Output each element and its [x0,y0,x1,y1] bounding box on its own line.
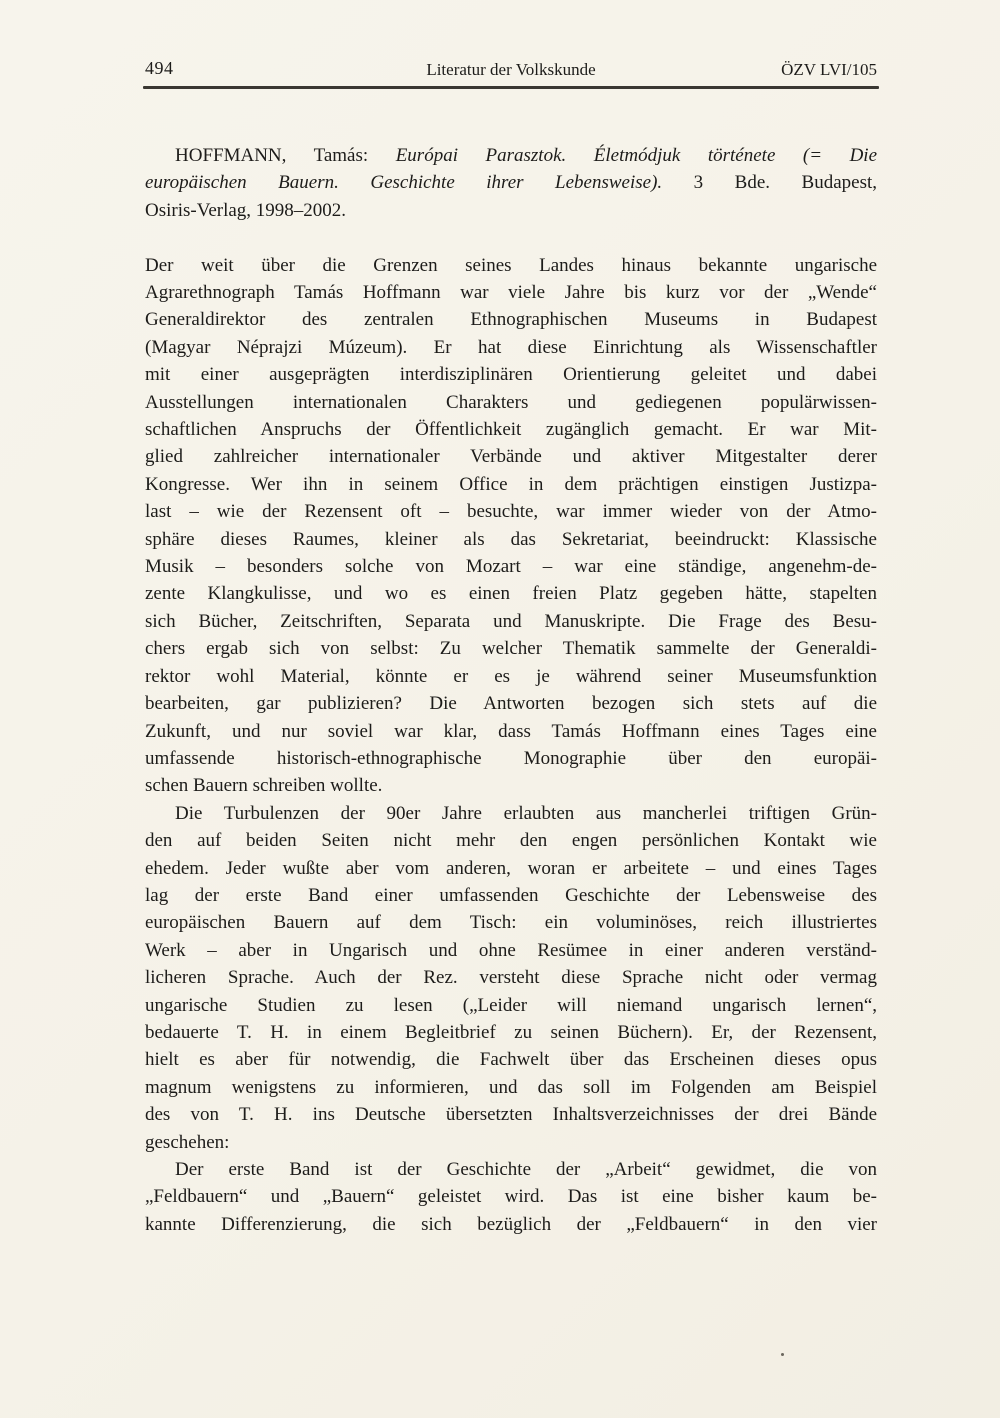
text-segment: (Magyar Néprajzi Múzeum). Er hat diese Einrichtung als Wissenschaftler [145,336,877,358]
text-segment: hielt es aber für notwendig, die Fachwelt über das Erscheinen dieses opus [145,1049,877,1071]
text-line [145,1156,877,1183]
text-segment: bearbeiten, gar publizieren? Die Antworten bezogen sich stets auf die [145,693,877,715]
text-line [145,553,877,580]
text-line [145,416,877,443]
text-segment: ungarische Studien zu lesen („Leider will niemand ungarisch lernen“, [145,994,877,1016]
text-line [145,252,877,279]
paragraph-body-2 [145,800,877,1156]
text-line [145,1129,877,1156]
text-line [145,608,877,635]
paragraph-body-3 [145,1156,877,1238]
text-line [145,389,877,416]
page-number: 494 [145,58,174,78]
text-segment: des von T. H. ins Deutsche übersetzten Inhaltsverzeichnisses der drei Bände [145,1104,877,1126]
text-line [145,526,877,553]
text-segment: Musik – besonders solche von Mozart – war eine ständige, angenehm-de- [145,556,877,578]
header-rule [143,86,879,89]
text-segment: Zukunft, und nur soviel war klar, dass Tamás Hoffmann eines Tages eine [145,720,877,742]
text-line [145,279,877,306]
text-line [145,1183,877,1210]
text-line [145,745,877,772]
text-line [145,772,877,799]
text-line [145,142,877,169]
paragraph-citation [145,142,877,224]
text-segment: schen Bauern schreiben wollte. [145,775,383,797]
text-line [145,1074,877,1101]
text-segment: zente Klangkulisse, und wo es einen freien Platz gegeben hätte, stapelten [145,583,877,605]
text-segment: 3 Bde. Budapest, [662,172,877,194]
text-segment: Osiris-Verlag, 1998–2002. [145,199,347,221]
scan-artifact-dot [781,1353,784,1356]
text-segment: Der weit über die Grenzen seines Landes hinaus bekannte ungarische [145,254,877,276]
text-segment: ehedem. Jeder wußte aber vom anderen, woran er arbeitete – und eines Tages [145,857,877,879]
citation-title-italic: europäischen Bauern. Geschichte ihrer Lebensweise). [145,172,663,194]
page-header [145,58,877,84]
text-segment: bedauerte T. H. in einem Begleitbrief zu seinen Büchern). Er, der Rezensent, [145,1021,877,1043]
text-line [145,690,877,717]
text-segment: geschehen: [145,1131,230,1153]
text-segment: mit einer ausgeprägten interdisziplinären Orientierung geleitet und dabei [145,364,877,386]
text-line [145,169,877,196]
text-line [145,992,877,1019]
text-segment: Werk – aber in Ungarisch und ohne Resümee in einer anderen verständ- [145,939,877,961]
text-segment: Ausstellungen internationalen Charakters und gediegenen populärwissen- [145,391,877,413]
text-line [145,361,877,388]
text-segment: Die Turbulenzen der 90er Jahre erlaubten aus mancherlei triftigen Grün- [175,802,877,824]
text-block [145,142,877,1238]
text-line [145,1101,877,1128]
text-segment: rektor wohl Material, könnte er es je während seiner Museumsfunktion [145,665,877,687]
text-segment: Agrarethnograph Tamás Hoffmann war viele Jahre bis kurz vor der „Wende“ [145,282,877,304]
text-segment: magnum wenigstens zu informieren, und das soll im Folgenden am Beispiel [145,1076,877,1098]
text-line [145,197,877,224]
text-line [145,498,877,525]
text-segment: lag der erste Band einer umfassenden Geschichte der Lebensweise des [145,884,877,906]
text-segment: Kongresse. Wer ihn in seinem Office in dem prächtigen einstigen Justizpa- [145,473,877,495]
text-line [145,800,877,827]
text-line [145,471,877,498]
text-segment: Generaldirektor des zentralen Ethnographischen Museums in Budapest [145,309,877,331]
text-line [145,882,877,909]
running-title: Literatur der Volkskunde [426,60,596,79]
text-segment: licheren Sprache. Auch der Rez. versteht diese Sprache nicht oder vermag [145,967,877,989]
text-line [145,306,877,333]
text-line [145,718,877,745]
text-line [145,964,877,991]
text-line [145,443,877,470]
text-segment: sich Bücher, Zeitschriften, Separata und Manuskripte. Die Frage des Besu- [145,610,877,632]
text-line [145,909,877,936]
text-line [145,827,877,854]
text-line [145,855,877,882]
text-line [145,635,877,662]
text-segment: HOFFMANN, Tamás: [175,145,396,166]
text-line [145,1211,877,1238]
text-line [145,937,877,964]
text-line [145,580,877,607]
text-segment: „Feldbauern“ und „Bauern“ geleistet wird. Das ist eine bisher kaum be- [145,1186,877,1208]
citation-title-italic: Európai Parasztok. Életmódjuk története (= Die [395,145,878,166]
text-segment: den auf beiden Seiten nicht mehr den engen persönlichen Kontakt wie [145,830,877,852]
text-segment: sphäre dieses Raumes, kleiner als das Sekretariat, beeindruckt: Klassische [145,528,877,550]
text-line [145,1046,877,1073]
text-segment: glied zahlreicher internationaler Verbände und aktiver Mitgestalter derer [145,446,877,468]
text-segment: chers ergab sich von selbst: Zu welcher Thematik sammelte der Generaldi- [145,638,877,660]
text-segment: last – wie der Rezensent oft – besuchte, war immer wieder von der Atmo- [145,501,877,523]
text-line [145,1019,877,1046]
journal-reference: ÖZV LVI/105 [781,60,877,79]
text-segment: umfassende historisch-ethnographische Monographie über den europäi- [145,747,877,769]
text-segment: europäischen Bauern auf dem Tisch: ein voluminöses, reich illustriertes [145,912,877,934]
paragraph-body-1 [145,252,877,800]
text-line [145,663,877,690]
text-segment: schaftlichen Anspruchs der Öffentlichkeit zugänglich gemacht. Er war Mit- [145,419,877,441]
text-line [145,334,877,361]
text-segment: kannte Differenzierung, die sich bezüglich der „Feldbauern“ in den vier [145,1213,877,1235]
text-segment: Der erste Band ist der Geschichte der „Arbeit“ gewidmet, die von [175,1159,877,1181]
